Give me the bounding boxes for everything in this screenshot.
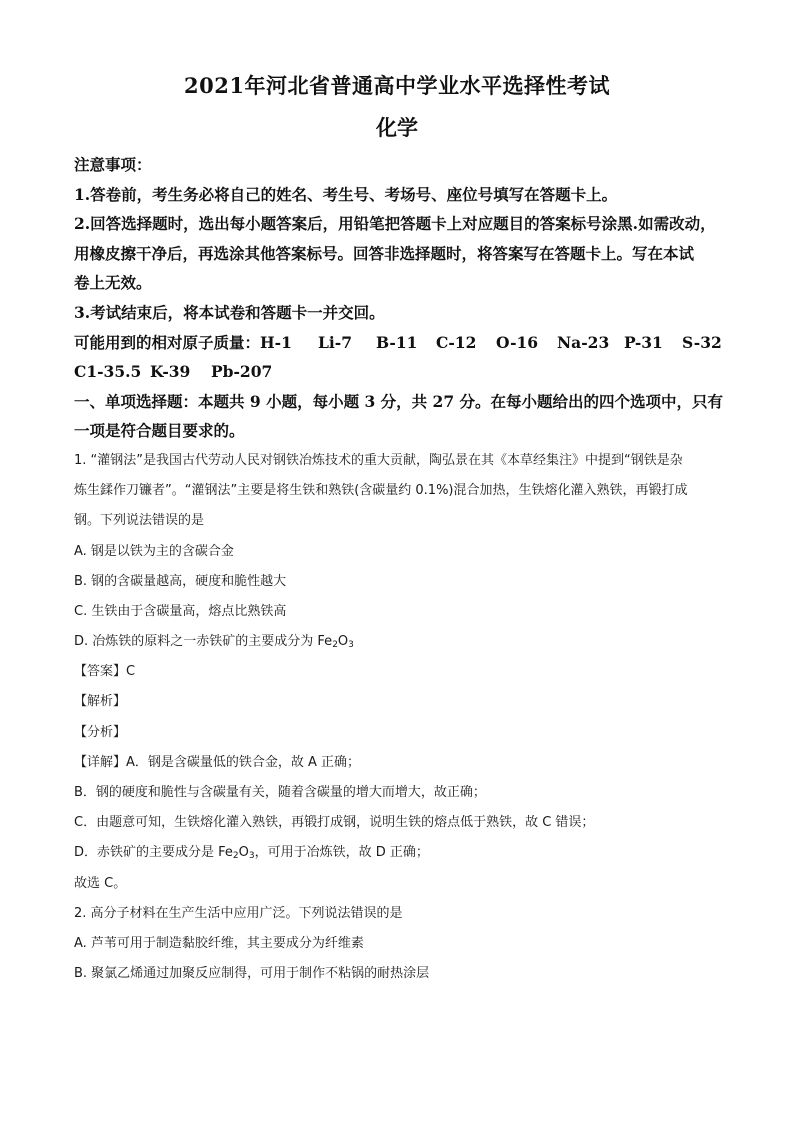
atomic-mass: Li-7	[318, 332, 353, 352]
q1-option-a: A. 钢是以铁为主的含碳合金	[74, 543, 234, 559]
atomic-mass: C1-35.5	[74, 362, 142, 382]
atomic-mass: K-39	[150, 362, 191, 382]
atomic-mass: H-1	[260, 332, 292, 352]
notice-item-1: 1.答卷前，考生务必将自己的姓名、考生号、考场号、座位号填写在答题卡上。	[74, 184, 618, 204]
q1-conclusion: 故选 C。	[74, 875, 127, 891]
exam-content	[74, 150, 734, 989]
q1-stem-line-2: 炼生鍒作刀镰者”。“灌钢法”主要是将生铁和熟铁(含碳量约 0.1%)混合加热，生铁熔化灌入熟铁，再锻打成	[74, 483, 688, 499]
atomic-mass-label: 可能用到的相对原子质量：	[74, 332, 261, 352]
atomic-mass: S-32	[682, 332, 722, 352]
q1-fenxi-label: 【分析】	[74, 724, 127, 740]
notice-item-2-line-3: 卷上无效。	[74, 273, 152, 293]
atomic-mass-row-2	[74, 357, 734, 387]
subscript: 2	[232, 851, 239, 862]
q2-stem: 2. 高分子材料在生产生活中应用广泛。下列说法错误的是	[74, 905, 403, 921]
subscript: 2	[332, 640, 338, 651]
subscript: 3	[348, 640, 354, 651]
notice-item-3: 3.考试结束后，将本试卷和答题卡一并交回。	[74, 302, 385, 322]
atomic-mass: Pb-207	[211, 362, 273, 382]
atomic-mass: B-11	[376, 332, 418, 352]
notice-item-2-line-2: 用橡皮擦干净后，再选涂其他答案标号。回答非选择题时，将答案写在答题卡上。写在本试	[74, 243, 695, 263]
q1-detail-a: 【详解】A．钢是含碳量低的铁合金，故 A 正确；	[74, 754, 361, 770]
q1-option-d-text: D. 冶炼铁的原料之一赤铁矿的主要成分为 Fe	[74, 634, 333, 650]
q1-detail-d-tail: ，可用于冶炼铁，故 D 正确；	[254, 845, 429, 861]
q2-option-b: B. 聚氯乙烯通过加聚反应制得，可用于制作不粘锅的耐热涂层	[74, 966, 430, 982]
atomic-mass: Na-23	[557, 332, 610, 352]
q1-option-b: B. 钢的含碳量越高，硬度和脆性越大	[74, 573, 287, 589]
exam-subject: 化学	[376, 115, 418, 140]
section-1-header-line-2: 一项是符合题目要求的。	[74, 421, 245, 441]
subscript: 3	[248, 851, 255, 862]
notice-item-2-line-1: 2.回答选择题时，选出每小题答案后，用铅笔把答题卡上对应题目的答案标号涂黑.如需改动，	[74, 214, 716, 234]
atomic-mass: C-12	[436, 332, 477, 352]
q1-detail-d-text: D．赤铁矿的主要成分是 Fe	[74, 845, 233, 861]
notice-heading: 注意事项：	[74, 155, 152, 174]
q2-option-a: A. 芦苇可用于制造黏胶纤维，其主要成分为纤维素	[74, 935, 364, 951]
formula-element: O	[337, 634, 349, 650]
section-1-header-line-1: 一、单项选择题：本题共 9 小题，每小题 3 分，共 27 分。在每小题给出的四个选项中，只有	[74, 391, 724, 411]
formula-element: O	[238, 845, 249, 861]
q1-detail-c: C．由题意可知，生铁熔化灌入熟铁，再锻打成钢，说明生铁的熔点低于熟铁，故 C 错误；	[74, 815, 595, 831]
q1-detail-d	[74, 838, 734, 868]
atomic-mass: O-16	[496, 332, 539, 352]
exam-title: 2021年河北省普通高中学业水平选择性考试	[184, 73, 610, 98]
q1-detail-b: B．钢的硬度和脆性与含碳量有关，随着含碳量的增大而增大，故正确；	[74, 785, 486, 800]
q1-stem-line-1: 1. “灌钢法”是我国古代劳动人民对钢铁冶炼技术的重大贡献，陶弘景在其《本草经集注》中提到“钢铁是杂	[74, 452, 683, 468]
q1-analysis-label: 【解析】	[74, 694, 127, 710]
q1-answer: 【答案】C	[74, 664, 136, 680]
q1-option-d	[74, 627, 734, 657]
atomic-mass: P-31	[624, 332, 663, 352]
atomic-mass-row-1	[74, 328, 734, 358]
q1-option-c: C. 生铁由于含碳量高，熔点比熟铁高	[74, 603, 287, 619]
q1-stem-line-3: 钢。下列说法错误的是	[74, 513, 205, 529]
